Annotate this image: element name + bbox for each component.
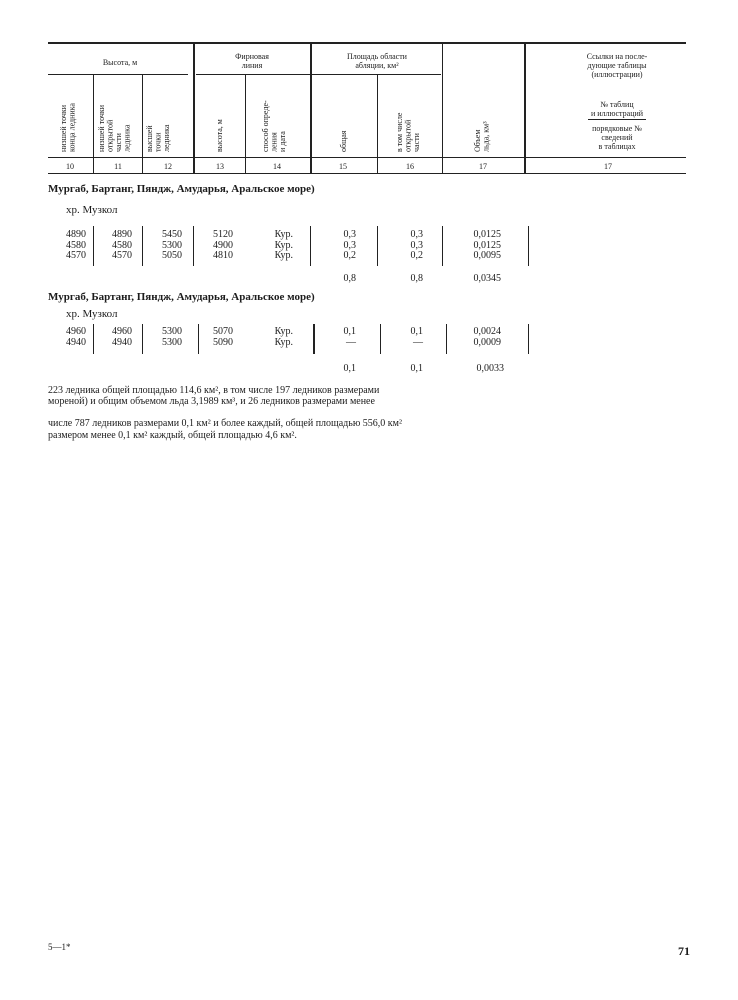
header-vline: [310, 42, 312, 173]
table-top-rule: [48, 42, 686, 44]
column-number: 11: [114, 162, 122, 171]
row-vline: [198, 324, 199, 354]
section-subtitle: хр. Музкол: [66, 308, 118, 320]
row-vline: [313, 324, 315, 354]
column-number: 15: [339, 162, 347, 171]
row-vline: [142, 324, 143, 354]
header-vline: [377, 74, 378, 173]
section2-col13: 5070 5090: [213, 326, 233, 348]
column-number: 14: [273, 162, 281, 171]
col17-heading: Объем льда, км³: [473, 121, 491, 152]
refs-group-heading: Ссылки на после- дующие таблицы (иллюстрации): [586, 52, 648, 79]
row-vline: [193, 226, 194, 266]
column-number: 10: [66, 162, 74, 171]
column-numbers-bottom-rule: [48, 173, 686, 174]
header-vline: [193, 42, 195, 173]
page-number: 71: [678, 944, 690, 958]
header-vline: [93, 74, 94, 173]
section-subtitle: хр. Музкол: [66, 204, 118, 216]
col15-heading: общая: [339, 130, 348, 152]
section1-col14: Кур. Кур. Кур.: [274, 229, 293, 261]
section1-col17: 0,0125 0,0125 0,0095: [473, 229, 501, 261]
column-number: 17: [604, 162, 612, 171]
section2-total15: 0,1: [343, 363, 356, 374]
area-group-underline: [311, 74, 441, 75]
col10-heading: низшей точки конца ледника: [59, 103, 77, 152]
header-vline: [442, 42, 443, 173]
section2-col17: 0,0024 0,0009: [473, 326, 501, 348]
section2-col11: 4960 4940: [112, 326, 132, 348]
firn-group-underline: [196, 74, 311, 75]
row-vline: [142, 226, 143, 266]
area-group-heading: Площадь области абляции, км²: [347, 52, 407, 70]
section2-col16: 0,1 —: [410, 326, 423, 348]
refs-table-numbers-heading: № таблиц и иллюстраций: [590, 100, 644, 118]
section2-col12: 5300 5300: [162, 326, 182, 348]
note-line: 223 ледника общей площадью 114,6 км², в том числе 197 ледников размерами: [48, 385, 380, 396]
col11-heading: низшей точки открытой части ледника: [97, 104, 132, 152]
section1-col16: 0,3 0,3 0,2: [410, 229, 423, 261]
row-vline: [528, 324, 529, 354]
section-title: Мургаб, Бартанг, Пяндж, Амударья, Аральское море): [48, 183, 315, 195]
section1-total15: 0,8: [343, 273, 356, 284]
header-bottom-rule: [48, 157, 686, 158]
col16-heading: в том числе открытой части: [395, 112, 421, 152]
column-number: 13: [216, 162, 224, 171]
row-vline: [528, 226, 529, 266]
column-number: 17: [479, 162, 487, 171]
col13-heading: высота, м: [215, 119, 224, 152]
section1-col13: 5120 4900 4810: [213, 229, 233, 261]
section1-total17: 0,0345: [473, 273, 501, 284]
section1-col10: 4890 4580 4570: [66, 229, 86, 261]
refs-divider: [588, 119, 646, 120]
col14-heading: способ опреде- ления и дата: [261, 100, 287, 152]
column-number: 12: [164, 162, 172, 171]
section2-total16: 0,1: [410, 363, 423, 374]
section2-col15: 0,1 —: [343, 326, 356, 348]
header-vline: [524, 42, 526, 173]
header-vline: [245, 74, 246, 173]
section-title: Мургаб, Бартанг, Пяндж, Амударья, Аральское море): [48, 291, 315, 303]
section1-col15: 0,3 0,3 0,2: [343, 229, 356, 261]
col12-heading: высшей точки ледника: [145, 124, 171, 152]
row-vline: [446, 324, 447, 354]
section1-col11: 4890 4580 4570: [112, 229, 132, 261]
row-vline: [442, 226, 443, 266]
section1-total16: 0,8: [410, 273, 423, 284]
row-vline: [93, 226, 94, 266]
section1-col12: 5450 5300 5050: [162, 229, 182, 261]
refs-sequence-numbers-heading: порядковые № сведений в таблицах: [592, 124, 642, 151]
note-line: размером менее 0,1 км² каждый, общей площадью 4,6 км².: [48, 430, 297, 441]
row-vline: [380, 324, 381, 354]
row-vline: [377, 226, 378, 266]
firn-group-heading: Фирновая линия: [235, 52, 269, 70]
height-group-heading: Высота, м: [102, 58, 138, 67]
section2-col14: Кур. Кур.: [274, 326, 293, 348]
row-vline: [93, 324, 94, 354]
note-line: мореной) и общим объемом льда 3,1989 км³, и 26 ледников размерами менее: [48, 396, 375, 407]
height-group-underline: [48, 74, 188, 75]
section2-col10: 4960 4940: [66, 326, 86, 348]
header-vline: [142, 74, 143, 173]
column-number: 16: [406, 162, 414, 171]
row-vline: [310, 226, 311, 266]
footer-signature-mark: 5—1*: [48, 942, 71, 952]
note-line: числе 787 ледников размерами 0,1 км² и более каждый, общей площадью 556,0 км²: [48, 418, 402, 429]
section2-total17: 0,0033: [476, 363, 504, 374]
